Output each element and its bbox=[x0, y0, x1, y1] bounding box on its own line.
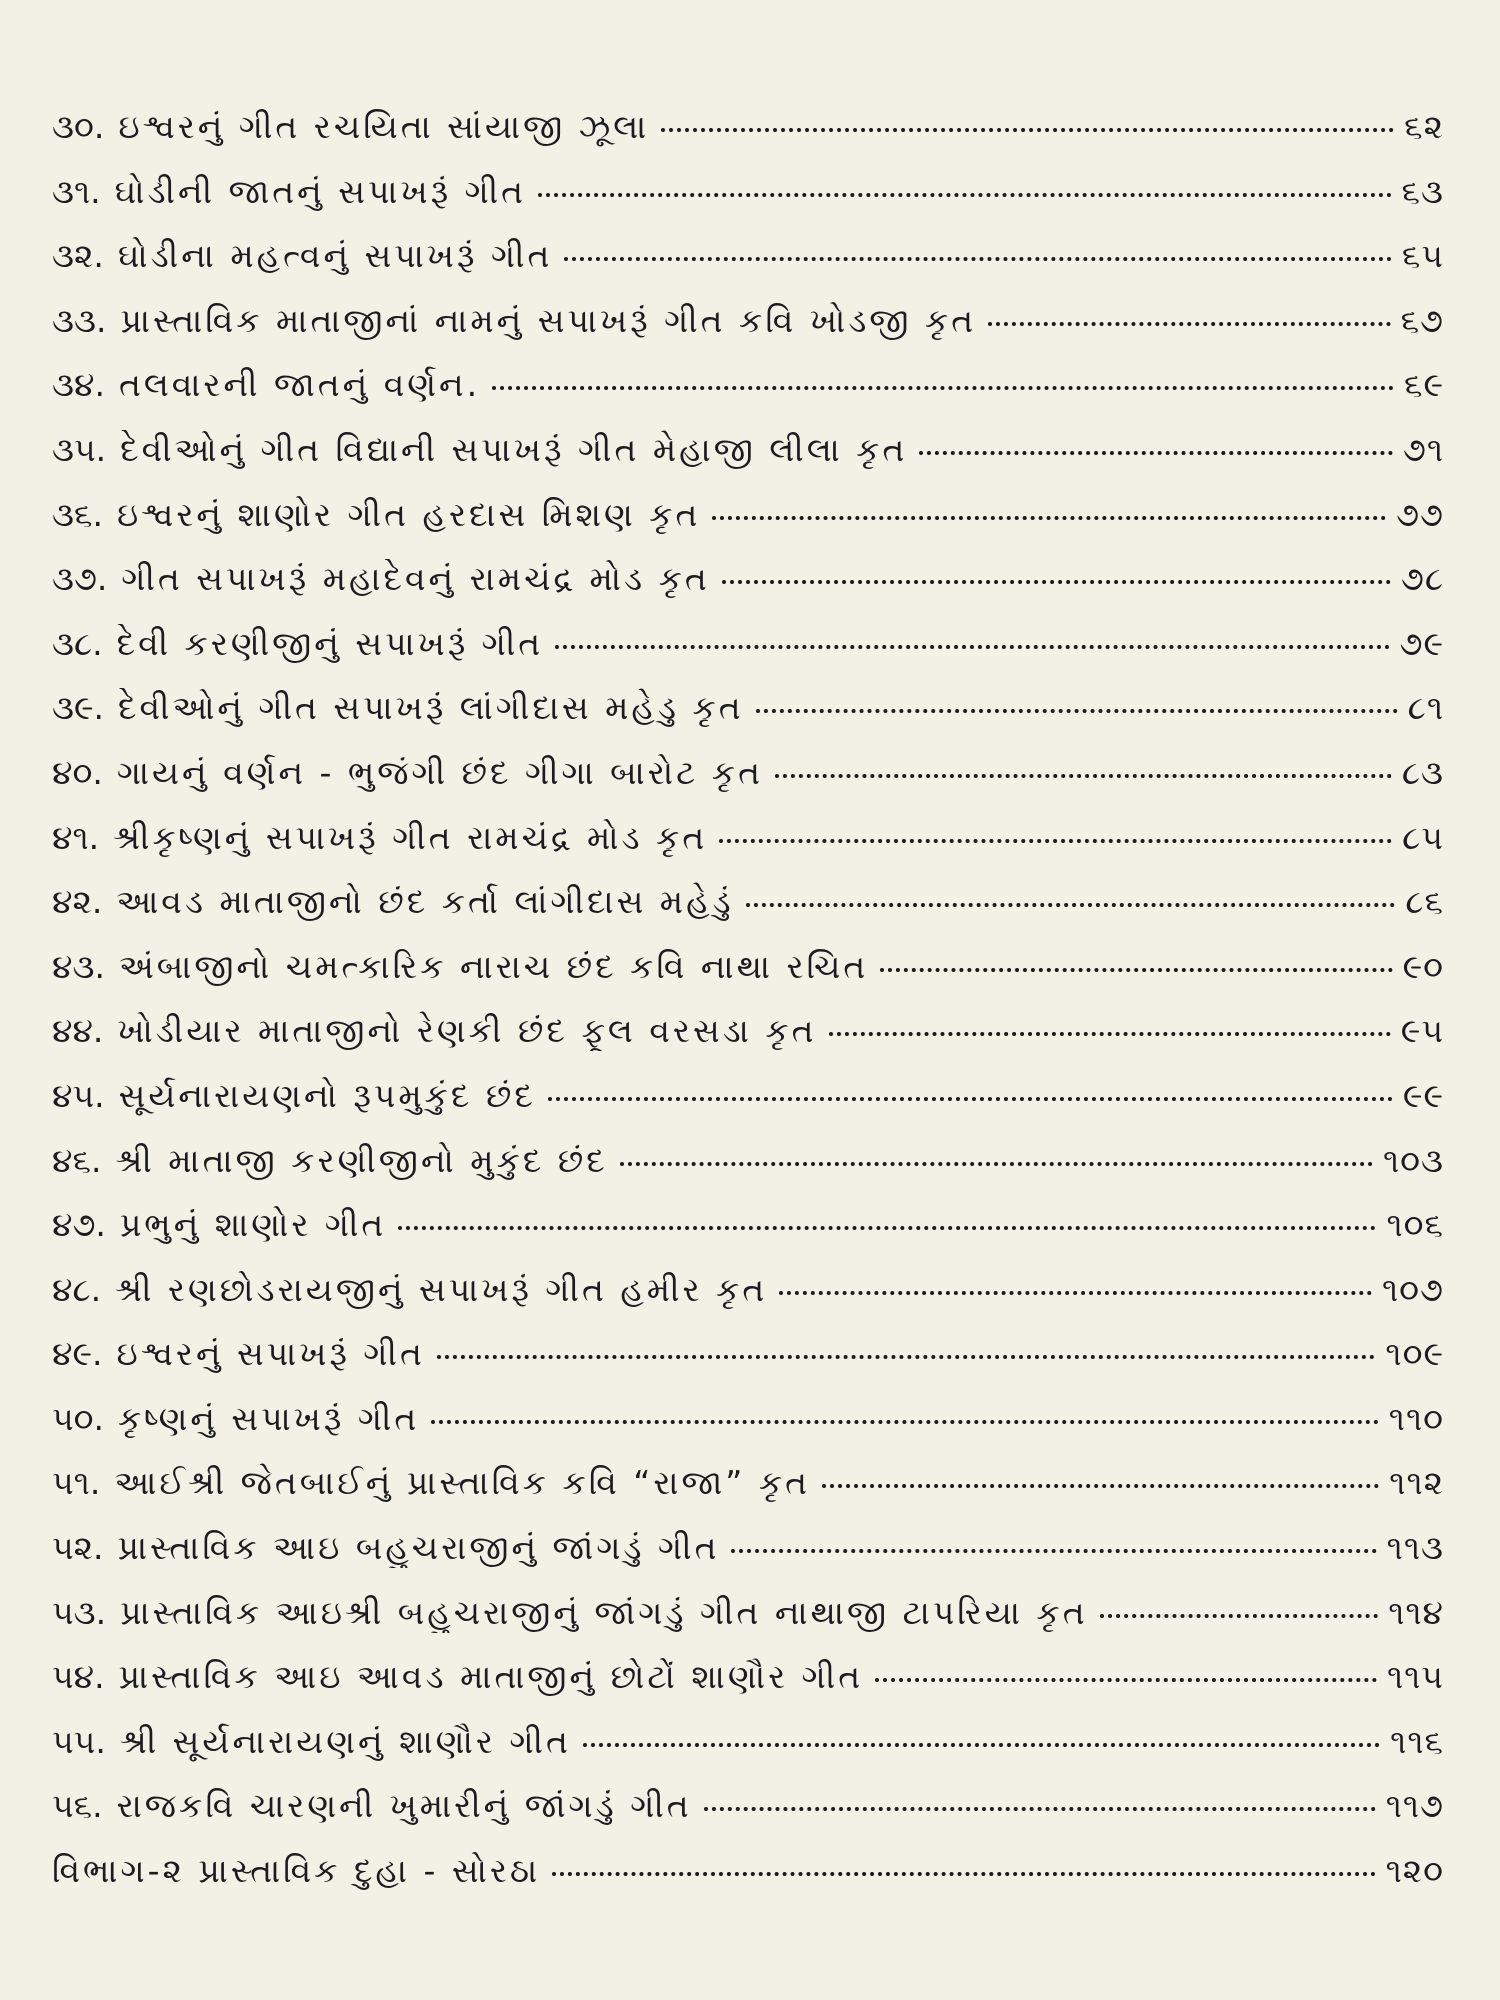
dot-leader bbox=[880, 968, 1392, 972]
dot-leader bbox=[731, 1549, 1376, 1553]
dot-leader bbox=[704, 1807, 1376, 1811]
toc-entry bbox=[52, 301, 1444, 366]
entry-page-number: ૮૬ bbox=[1405, 882, 1444, 922]
entry-number: ૩૦. bbox=[52, 107, 105, 146]
entry-page-number: ૯૯ bbox=[1402, 1075, 1444, 1115]
entry-number: ૩૭. bbox=[52, 559, 108, 599]
entry-title: શ્રી સૂર્યનારાયણનું શાણૌર ગીત bbox=[119, 1721, 571, 1761]
dot-leader bbox=[564, 257, 1391, 261]
toc-entry bbox=[52, 1399, 1444, 1464]
entry-number: ૩૧. bbox=[52, 171, 101, 211]
dot-leader bbox=[583, 1743, 1380, 1747]
entry-page-number: ૮૫ bbox=[1402, 817, 1444, 857]
entry-page-number: ૭૯ bbox=[1399, 623, 1444, 663]
dot-leader bbox=[661, 128, 1394, 132]
entry-number: ૩૪. bbox=[52, 365, 105, 405]
entry-page-number: ૧૦૬ bbox=[1386, 1205, 1444, 1245]
entry-title: દેવી કરણીજીનું સપાખરૂં ગીત bbox=[116, 623, 544, 663]
dot-leader bbox=[712, 516, 1386, 520]
entry-page-number: ૯૦ bbox=[1402, 946, 1444, 986]
entry-number: ૫૨. bbox=[52, 1528, 104, 1568]
entry-title: રાજકવિ ચારણની ખુમારીનું જાંગડું ગીત bbox=[116, 1786, 692, 1826]
entry-page-number: ૯૫ bbox=[1400, 1011, 1444, 1051]
toc-entry bbox=[52, 1270, 1444, 1335]
dot-leader bbox=[431, 1420, 1379, 1424]
entry-title: ગીત સપાખરૂં મહાદેવનું રામચંદ્ર મોડ કૃત bbox=[121, 559, 710, 599]
entry-title: શ્રી રણછોડરાયજીનું સપાખરૂં ગીત હમીર કૃત bbox=[115, 1269, 768, 1309]
toc-entry bbox=[52, 1463, 1444, 1528]
dot-leader bbox=[746, 903, 1396, 907]
entry-title: શ્રી માતાજી કરણીજીનો મુકુંદ છંદ bbox=[115, 1140, 608, 1180]
entry-number: ૫૬. bbox=[52, 1786, 103, 1826]
dot-leader bbox=[620, 1162, 1373, 1166]
dot-leader bbox=[1100, 1614, 1379, 1618]
toc-entry bbox=[52, 688, 1444, 753]
entry-page-number: ૭૭ bbox=[1396, 494, 1444, 534]
entry-title: તલવારની જાતનું વર્ણન. bbox=[118, 365, 481, 405]
entry-page-number: ૭૮ bbox=[1400, 559, 1444, 599]
entry-page-number: ૧૧૪ bbox=[1388, 1592, 1444, 1632]
entry-title: દેવીઓનું ગીત વિદ્યાની સપાખરૂં ગીત મેહાજી લીલા કૃત bbox=[120, 429, 908, 469]
entry-number: ૫૧. bbox=[52, 1463, 101, 1503]
toc-entry bbox=[52, 1076, 1444, 1141]
entry-page-number: ૬૨ bbox=[1404, 107, 1444, 146]
toc-entry bbox=[52, 1593, 1444, 1658]
dot-leader bbox=[875, 1678, 1377, 1682]
toc-entry bbox=[52, 882, 1444, 947]
dot-leader bbox=[779, 1291, 1372, 1295]
table-of-contents bbox=[52, 107, 1444, 1916]
toc-entry bbox=[52, 430, 1444, 495]
entry-number: ૩૬. bbox=[52, 494, 103, 534]
entry-page-number: ૧૦૯ bbox=[1385, 1334, 1444, 1374]
toc-entry bbox=[52, 1657, 1444, 1722]
entry-page-number: ૧૧૬ bbox=[1390, 1721, 1444, 1761]
toc-entry bbox=[52, 1786, 1444, 1851]
entry-title: પ્રાસ્તાવિક માતાજીનાં નામનું સપાખરૂં ગીત કવિ ખોડજી કૃત bbox=[120, 300, 977, 340]
entry-number: ૪૬. bbox=[52, 1140, 102, 1180]
entry-title: ઘોડીની જાતનું સપાખરૂં ગીત bbox=[114, 171, 527, 211]
entry-page-number: ૧૨૦ bbox=[1385, 1851, 1444, 1891]
entry-title: ઇશ્વરનું સપાખરૂં ગીત bbox=[116, 1334, 425, 1374]
entry-number: ૪૦. bbox=[52, 752, 103, 792]
toc-entry bbox=[52, 365, 1444, 430]
dot-leader bbox=[822, 1484, 1379, 1488]
entry-title: પ્રાસ્તાવિક આઇ બહુચરાજીનું જાંગડું ગીત bbox=[117, 1528, 720, 1568]
entry-title: વિભાગ-૨ પ્રાસ્તાવિક દુહા - સોરઠા bbox=[52, 1851, 541, 1891]
dot-leader bbox=[555, 645, 1389, 649]
entry-title: દેવીઓનું ગીત સપાખરૂં લાંગીદાસ મહેડુ કૃત bbox=[118, 688, 744, 728]
dot-leader bbox=[548, 1097, 1393, 1101]
dot-leader bbox=[988, 322, 1390, 326]
dot-leader bbox=[756, 709, 1398, 713]
entry-number: ૪૪. bbox=[52, 1011, 104, 1051]
toc-entry bbox=[52, 753, 1444, 818]
entry-title: કૃષ્ણનું સપાખરૂં ગીત bbox=[118, 1398, 420, 1438]
entry-number: ૪૨. bbox=[52, 882, 103, 922]
entry-page-number: ૬૩ bbox=[1401, 171, 1444, 211]
entry-number: ૪૮. bbox=[52, 1269, 102, 1309]
entry-number: ૩૨. bbox=[52, 236, 104, 276]
toc-entry bbox=[52, 172, 1444, 237]
entry-page-number: ૧૧૭ bbox=[1385, 1786, 1444, 1826]
entry-number: ૫૫. bbox=[52, 1721, 106, 1761]
toc-entry bbox=[52, 624, 1444, 689]
entry-number: ૫૩. bbox=[52, 1592, 107, 1632]
toc-entry bbox=[52, 107, 1444, 172]
entry-page-number: ૬૭ bbox=[1400, 300, 1444, 340]
entry-number: ૪૫. bbox=[52, 1075, 105, 1115]
entry-number: ૪૯. bbox=[52, 1334, 103, 1374]
entry-page-number: ૭૧ bbox=[1402, 429, 1444, 469]
entry-number: ૪૭. bbox=[52, 1205, 106, 1245]
entry-title: સૂર્યનારાયણનો રૂપમુકુંદ છંદ bbox=[118, 1075, 536, 1115]
entry-title: પ્રભુનું શાણોર ગીત bbox=[119, 1205, 387, 1245]
entry-title: આઈશ્રી જેતબાઈનું પ્રાસ્તાવિક કવિ “રાજા” કૃત bbox=[114, 1463, 811, 1503]
toc-entry bbox=[52, 1205, 1444, 1270]
entry-title: અંબાજીનો ચમત્કારિક નારાચ છંદ કવિ નાથા રચિત bbox=[118, 946, 869, 986]
entry-title: ગાયનું વર્ણન - ભુજંગી છંદ ગીગા બારોટ કૃત bbox=[116, 752, 763, 792]
entry-page-number: ૧૧૦ bbox=[1388, 1398, 1444, 1438]
toc-entry bbox=[52, 1528, 1444, 1593]
dot-leader bbox=[719, 839, 1392, 843]
entry-number: ૪૩. bbox=[52, 946, 105, 986]
toc-entry bbox=[52, 559, 1444, 624]
dot-leader bbox=[775, 774, 1392, 778]
toc-entry bbox=[52, 1334, 1444, 1399]
entry-page-number: ૧૧૨ bbox=[1389, 1463, 1444, 1503]
dot-leader bbox=[538, 193, 1391, 197]
toc-entry bbox=[52, 947, 1444, 1012]
dot-leader bbox=[552, 1872, 1375, 1876]
entry-title: પ્રાસ્તાવિક આઇ આવડ માતાજીનું છોટોં શાણૌર ગીત bbox=[118, 1657, 864, 1697]
toc-entry bbox=[52, 1722, 1444, 1787]
dot-leader bbox=[722, 580, 1391, 584]
entry-title: આવડ માતાજીનો છંદ કર્તા લાંગીદાસ મહેડું bbox=[116, 882, 734, 922]
toc-entry bbox=[52, 818, 1444, 883]
entry-page-number: ૧૦૭ bbox=[1382, 1269, 1444, 1309]
dot-leader bbox=[919, 451, 1392, 455]
entry-page-number: ૮૧ bbox=[1407, 688, 1444, 728]
entry-number: ૩૫. bbox=[52, 429, 107, 469]
entry-title: ઇશ્વરનું ગીત રચયિતા સાંયાજી ઝૂલા bbox=[118, 107, 650, 146]
entry-title: ખોડીયાર માતાજીનો રેણકી છંદ ફૂલ વરસડા કૃત bbox=[117, 1011, 817, 1051]
entry-page-number: ૮૩ bbox=[1401, 752, 1444, 792]
entry-number: ૩૩. bbox=[52, 300, 107, 340]
dot-leader bbox=[437, 1355, 1376, 1359]
entry-page-number: ૬૫ bbox=[1401, 236, 1444, 276]
entry-number: ૫૪. bbox=[52, 1657, 105, 1697]
dot-leader bbox=[829, 1032, 1391, 1036]
entry-page-number: ૧૧૩ bbox=[1386, 1528, 1444, 1568]
entry-number: ૫૦. bbox=[52, 1398, 105, 1438]
toc-entry bbox=[52, 1011, 1444, 1076]
entry-page-number: ૬૯ bbox=[1403, 365, 1444, 405]
toc-entry bbox=[52, 1141, 1444, 1206]
entry-title: ઇશ્વરનું શાણોર ગીત હરદાસ મિશણ કૃત bbox=[116, 494, 701, 534]
dot-leader bbox=[398, 1226, 1376, 1230]
dot-leader bbox=[492, 386, 1394, 390]
entry-title: શ્રીકૃષ્ણનું સપાખરૂં ગીત રામચંદ્ર મોડ કૃત bbox=[113, 817, 708, 857]
entry-title: પ્રાસ્તાવિક આઇશ્રી બહુચરાજીનું જાંગડું ગીત નાથાજી ટાપરિયા કૃત bbox=[120, 1592, 1088, 1632]
toc-entry bbox=[52, 1851, 1444, 1916]
entry-page-number: ૧૦૩ bbox=[1382, 1140, 1444, 1180]
entry-number: ૩૮. bbox=[52, 623, 103, 663]
entry-page-number: ૧૧૫ bbox=[1386, 1657, 1444, 1697]
toc-entry bbox=[52, 495, 1444, 560]
toc-entry bbox=[52, 236, 1444, 301]
entry-number: ૩૯. bbox=[52, 688, 105, 728]
entry-title: ઘોડીના મહત્વનું સપાખરૂં ગીત bbox=[117, 236, 553, 276]
entry-number: ૪૧. bbox=[52, 817, 100, 857]
